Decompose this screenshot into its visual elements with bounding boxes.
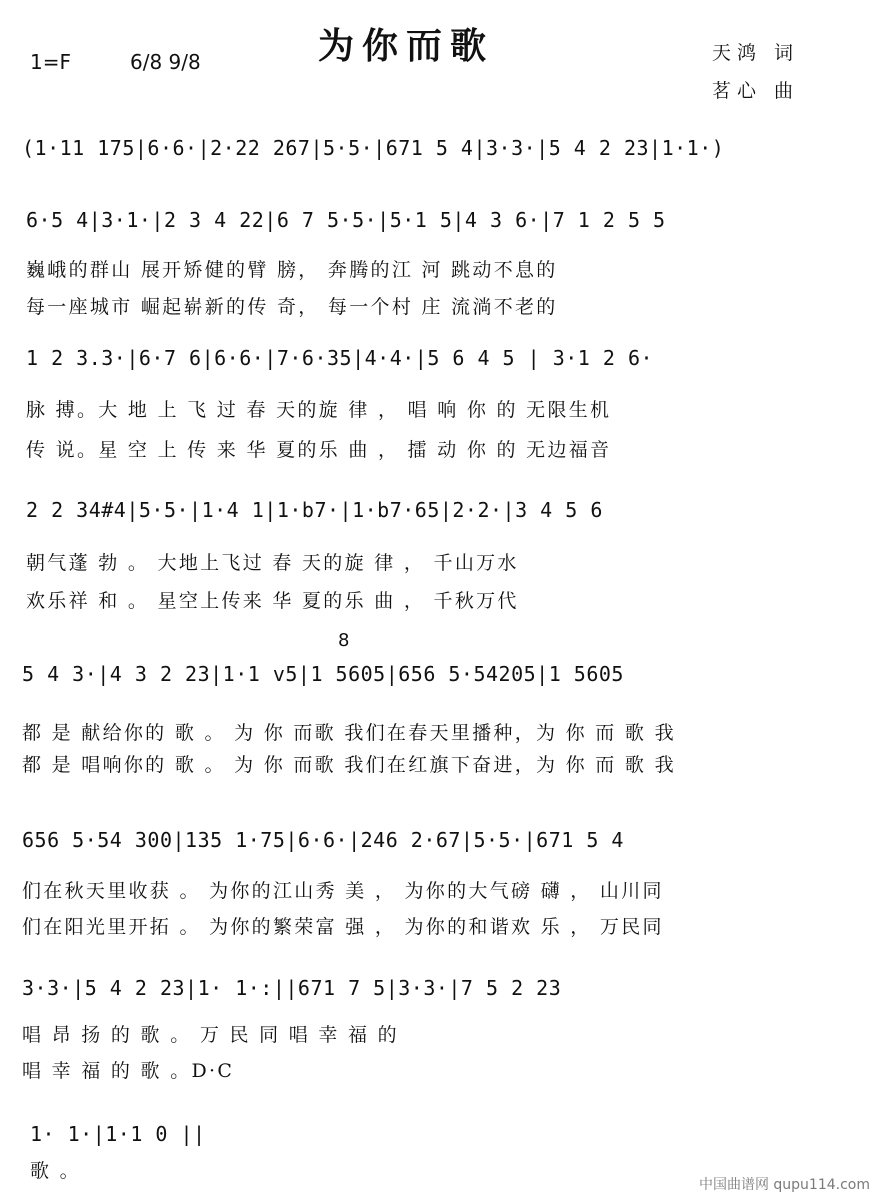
system-3-lyric-2: 传 说。星 空 上 传 来 华 夏的乐 曲 ， 擂 动 你 的 无边福音: [26, 439, 612, 461]
system-2-notes: 6·5 4|3·1·|2 3 4 22|6 7 5·5·|5·1 5|4 3 6·|7 1 2 5 5: [26, 208, 666, 232]
system-7-notes: 3·3·|5 4 2 23|1· 1·:||671 7 5|3·3·|7 5 2 23: [22, 976, 562, 1000]
system-1-notes: (1·11 175|6·6·|2·22 267|5·5·|671 5 4|3·3·|5 4 2 23|1·1·): [22, 136, 725, 160]
system-6-notes: 656 5·54 300|135 1·75|6·6·|246 2·67|5·5·|671 5 4: [22, 828, 624, 852]
system-2-lyric-1: 巍峨的群山 展开矫健的臂 膀， 奔腾的江 河 跳动不息的: [26, 259, 558, 281]
system-7-lyric-1: 唱 昂 扬 的 歌 。 万 民 同 唱 幸 福 的: [22, 1024, 399, 1046]
system-3-lyric-1: 脉 搏。大 地 上 飞 过 春 天的旋 律 ， 唱 响 你 的 无限生机: [26, 399, 612, 421]
system-6-lyric-2: 们在阳光里开拓 。 为你的繁荣富 强 ， 为你的和谐欢 乐 ， 万民同: [22, 916, 664, 938]
system-2-lyric-2: 每一座城市 崛起崭新的传 奇， 每一个村 庄 流淌不老的: [26, 296, 558, 318]
system-5-lyric-2: 都 是 唱响你的 歌 。 为 你 而歌 我们在红旗下奋进，为 你 而 歌 我: [22, 754, 676, 776]
system-6-lyric-1: 们在秋天里收获 。 为你的江山秀 美 ， 为你的大气磅 礴 ， 山川同: [22, 880, 664, 902]
system-4-lyric-1: 朝气蓬 勃 。 大地上飞过 春 天的旋 律 ， 千山万水: [26, 552, 519, 574]
composer-credit: 茗心 曲: [712, 80, 800, 102]
section-marker: 8: [338, 630, 350, 651]
song-title: 为你而歌: [318, 25, 495, 67]
system-7-lyric-2: 唱 幸 福 的 歌 。D·C: [22, 1060, 235, 1082]
system-5-lyric-1: 都 是 献给你的 歌 。 为 你 而歌 我们在春天里播种，为 你 而 歌 我: [22, 722, 676, 744]
system-3-notes: 1 2 3.3·|6·7 6|6·6·|7·6·35|4·4·|5 6 4 5 | 3·1 2 6·: [26, 346, 654, 370]
system-4-notes: 2 2 34#4|5·5·|1·4 1|1·b7·|1·b7·65|2·2·|3 4 5 6: [26, 498, 603, 522]
site-watermark: 中国曲谱网 qupu114.com: [698, 1177, 870, 1193]
system-8-notes: 1· 1·|1·1 0 ||: [30, 1122, 206, 1146]
system-8-lyric-1: 歌 。: [30, 1160, 81, 1182]
time-signature: 6/8 9/8: [130, 50, 201, 74]
key-signature: 1=F: [30, 50, 71, 74]
system-5-notes: 5 4 3·|4 3 2 23|1·1 v5|1 5605|656 5·54205|1 5605: [22, 662, 624, 686]
system-4-lyric-2: 欢乐祥 和 。 星空上传来 华 夏的乐 曲 ， 千秋万代: [26, 590, 519, 612]
lyricist-credit: 天鸿 词: [712, 42, 800, 64]
